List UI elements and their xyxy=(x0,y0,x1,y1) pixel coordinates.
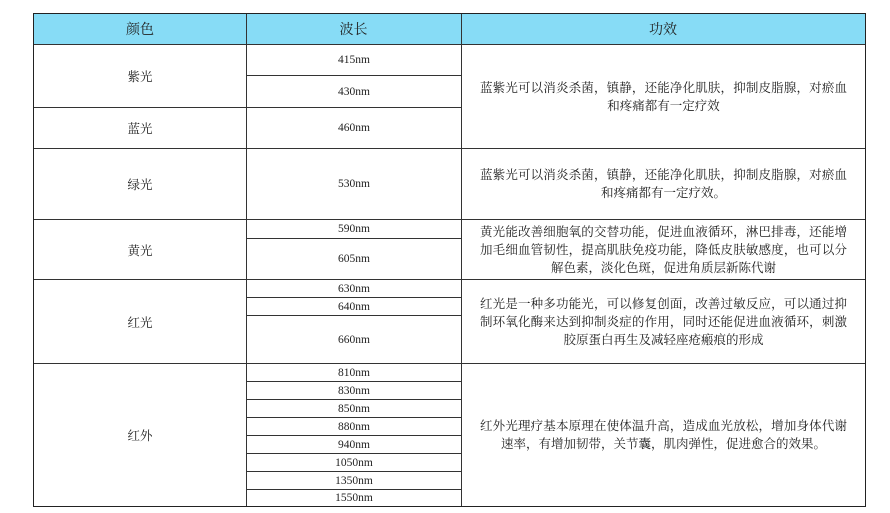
color-infrared: 红外 xyxy=(127,428,153,443)
effect-green: 蓝紫光可以消炎杀菌，镇静，还能净化肌肤，抑制皮脂腺，对瘀血和疼痛都有一定疗效。 xyxy=(480,167,847,200)
wavelength-cell: 1550nm xyxy=(335,492,373,504)
header-effect: 功效 xyxy=(461,14,865,44)
wavelength-cell: 940nm xyxy=(338,438,370,451)
wavelength-cell: 530nm xyxy=(338,178,370,190)
effect-infrared: 红外光理疗基本原理在使体温升高，造成血光放松，增加身体代谢速率，有增加韧带，关节囊，肌肉弹性，促进愈合的效果。 xyxy=(480,418,847,451)
wavelength-cell: 1350nm xyxy=(335,474,373,487)
wavelength-cell: 630nm xyxy=(338,282,370,295)
effect-violet-blue: 蓝紫光可以消炎杀菌，镇静，还能净化肌肤，抑制皮脂腺，对瘀血和疼痛都有一定疗效 xyxy=(480,79,847,113)
wavelength-cell: 1050nm xyxy=(335,456,373,469)
color-violet: 紫光 xyxy=(127,69,153,84)
color-yellow: 黄光 xyxy=(127,242,153,258)
header-wavelength: 波长 xyxy=(246,14,461,44)
wavelength-cell: 605nm xyxy=(338,253,370,265)
wavelength-cell: 660nm xyxy=(338,333,370,346)
wavelength-cell: 810nm xyxy=(338,366,370,379)
wavelength-cell: 590nm xyxy=(338,223,370,235)
wavelength-cell: 880nm xyxy=(338,420,370,433)
color-red: 红光 xyxy=(127,314,153,330)
color-green: 绿光 xyxy=(127,177,153,192)
wavelength-cell: 850nm xyxy=(338,402,370,415)
color-blue: 蓝光 xyxy=(127,121,153,136)
wavelength-cell: 460nm xyxy=(338,122,370,134)
wavelength-cell: 830nm xyxy=(338,384,370,397)
header-color: 颜色 xyxy=(34,14,246,44)
wavelength-cell: 415nm xyxy=(338,54,370,66)
effect-yellow: 黄光能改善细胞氧的交替功能，促进血液循环，淋巴排毒，还能增加毛细血管韧性，提高肌肤免疫功能，降低皮肤敏感度，也可以分解色素，淡化色斑，促进角质层新陈代谢 xyxy=(480,223,847,275)
wavelength-table xyxy=(33,13,866,507)
wavelength-cell: 430nm xyxy=(338,85,370,98)
wavelength-cell: 640nm xyxy=(338,300,370,313)
effect-red: 红光是一种多功能光，可以修复创面，改善过敏反应，可以通过抑制环氧化酶来达到抑制炎症的作用，同时还能促进血液循环，刺激胶原蛋白再生及减轻座疮瘢痕的形成 xyxy=(480,295,847,347)
